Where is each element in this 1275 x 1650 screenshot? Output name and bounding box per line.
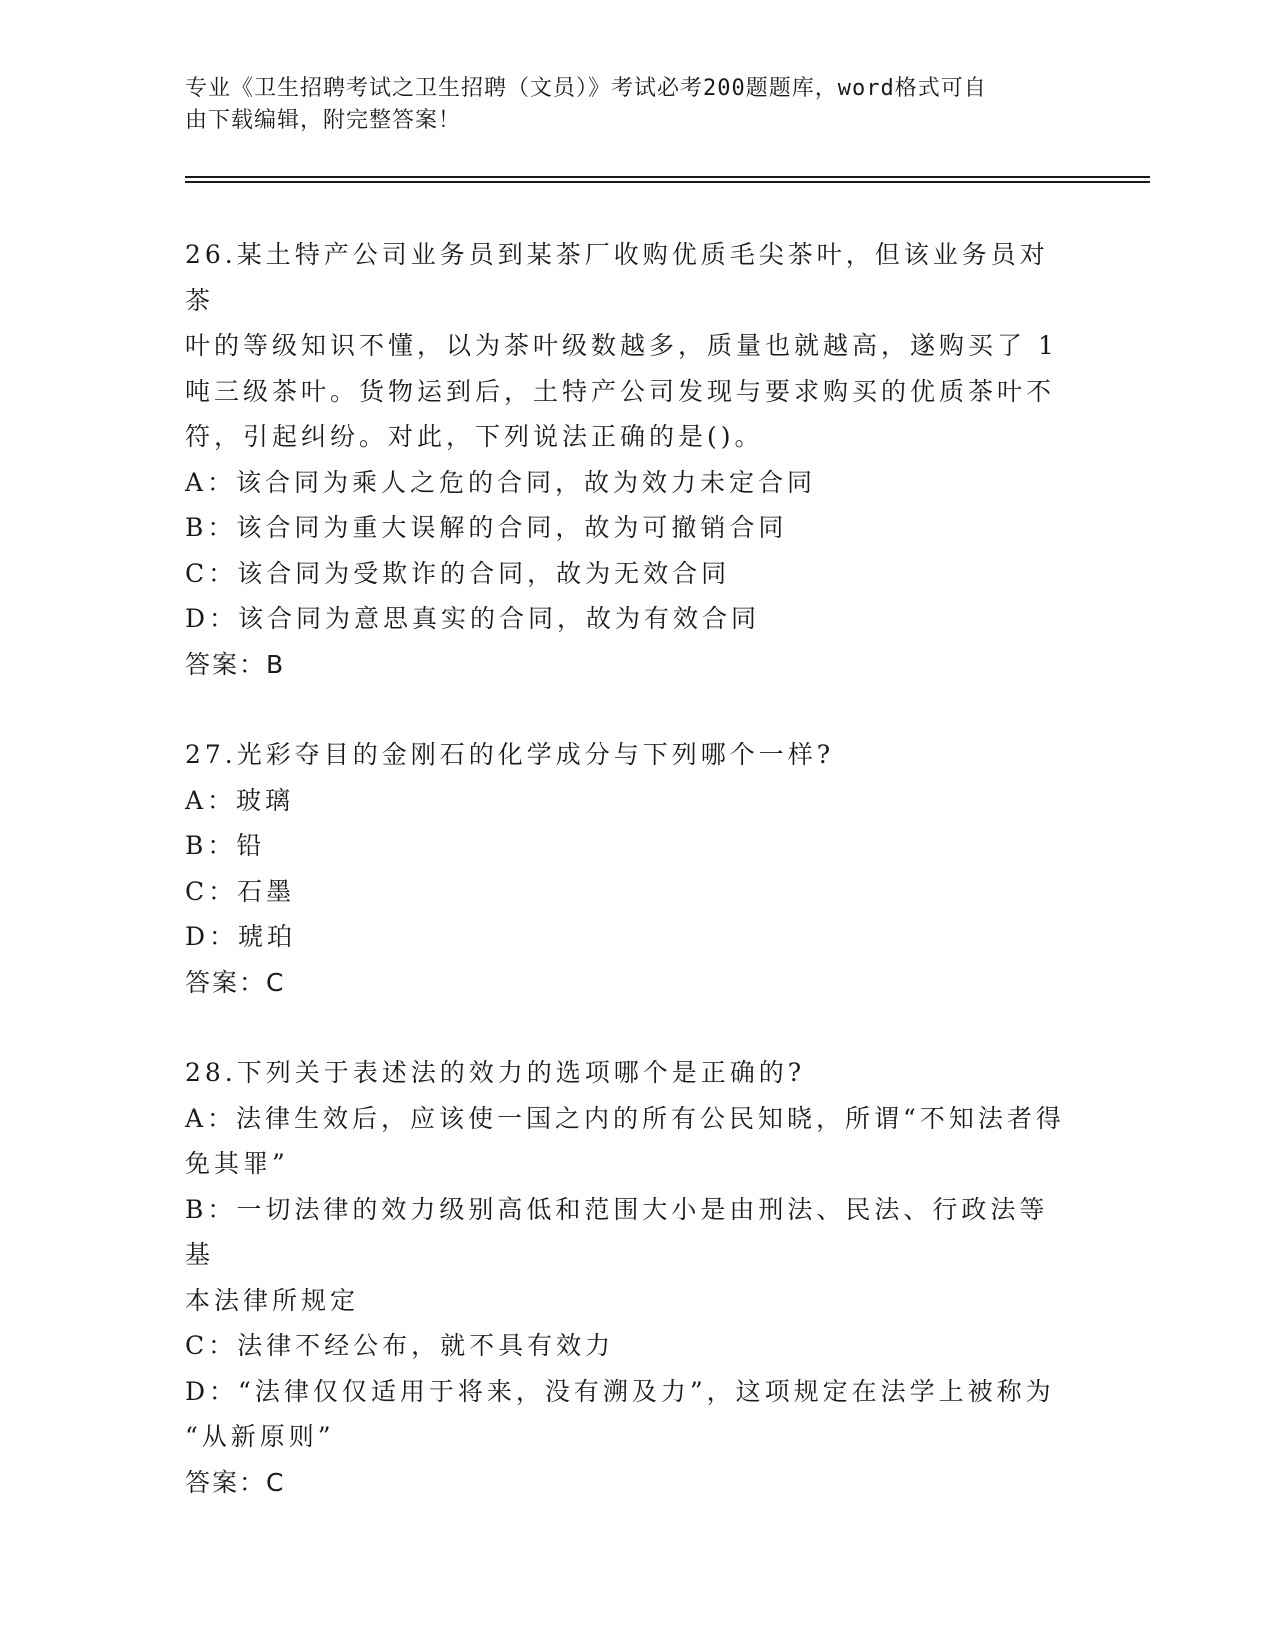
option-c — [185, 869, 1075, 915]
option-a — [185, 460, 1075, 506]
option-line: B：一切法律的效力级别高低和范围大小是由刑法、民法、行政法等基 — [185, 1194, 1049, 1269]
option-d — [185, 914, 1075, 960]
stem-line: 符，引起纠纷。对此，下列说法正确的是()。 — [185, 422, 764, 451]
document-header — [185, 73, 1065, 137]
option-line: C：该合同为受欺诈的合同，故为无效合同 — [185, 558, 731, 588]
option-b — [185, 505, 1075, 551]
option-c — [185, 1323, 1075, 1369]
question-list — [185, 232, 1075, 1550]
option-b — [185, 1187, 1075, 1324]
header-line-1: 专业《卫生招聘考试之卫生招聘（文员）》考试必考200题题库，word格式可自 — [185, 76, 987, 101]
stem-line: 26.某土特产公司业务员到某茶厂收购优质毛尖茶叶，但该业务员对茶 — [185, 240, 1049, 315]
option-b — [185, 823, 1075, 869]
question-27 — [185, 732, 1075, 1005]
option-line: D：琥珀 — [185, 922, 297, 951]
question-stem — [185, 1050, 1075, 1096]
stem-line: 叶的等级知识不懂，以为茶叶级数越多，质量也就越高，遂购买了 1 — [185, 331, 1058, 360]
stem-line: 27.光彩夺目的金刚石的化学成分与下列哪个一样? — [185, 740, 835, 769]
answer-line: 答案：C — [185, 1467, 286, 1497]
header-line-2: 由下载编辑，附完整答案！ — [185, 108, 462, 133]
stem-line: 吨三级茶叶。货物运到后，土特产公司发现与要求购买的优质茶叶不 — [185, 376, 1056, 406]
question-26 — [185, 232, 1075, 687]
option-line: A：法律生效后，应该使一国之内的所有公民知晓，所谓“不知法者得 — [185, 1103, 1065, 1133]
header-divider-top — [185, 176, 1150, 178]
option-c — [185, 551, 1075, 597]
option-a — [185, 778, 1075, 824]
header-divider-bottom — [185, 181, 1150, 183]
option-d — [185, 596, 1075, 642]
option-d — [185, 1369, 1075, 1460]
option-line: B：铅 — [185, 831, 266, 860]
answer-line: 答案：B — [185, 649, 286, 679]
stem-line: 28.下列关于表述法的效力的选项哪个是正确的? — [185, 1058, 806, 1087]
option-line: “从新原则” — [185, 1422, 335, 1451]
question-28 — [185, 1050, 1075, 1505]
question-stem — [185, 732, 1075, 778]
option-line: D：“法律仅仅适用于将来，没有溯及力”，这项规定在法学上被称为 — [185, 1376, 1055, 1406]
option-line: A：该合同为乘人之危的合同，故为效力未定合同 — [185, 467, 817, 497]
answer-line: 答案：C — [185, 967, 286, 997]
option-line: A：玻璃 — [185, 785, 295, 815]
option-line: D：该合同为意思真实的合同，故为有效合同 — [185, 604, 761, 633]
option-line: 本法律所规定 — [185, 1285, 360, 1315]
option-line: B：该合同为重大误解的合同，故为可撤销合同 — [185, 513, 788, 542]
option-line: 免其罪” — [185, 1149, 289, 1178]
option-line: C：石墨 — [185, 876, 296, 906]
question-stem — [185, 232, 1075, 460]
option-a — [185, 1096, 1075, 1187]
option-line: C：法律不经公布，就不具有效力 — [185, 1331, 615, 1360]
